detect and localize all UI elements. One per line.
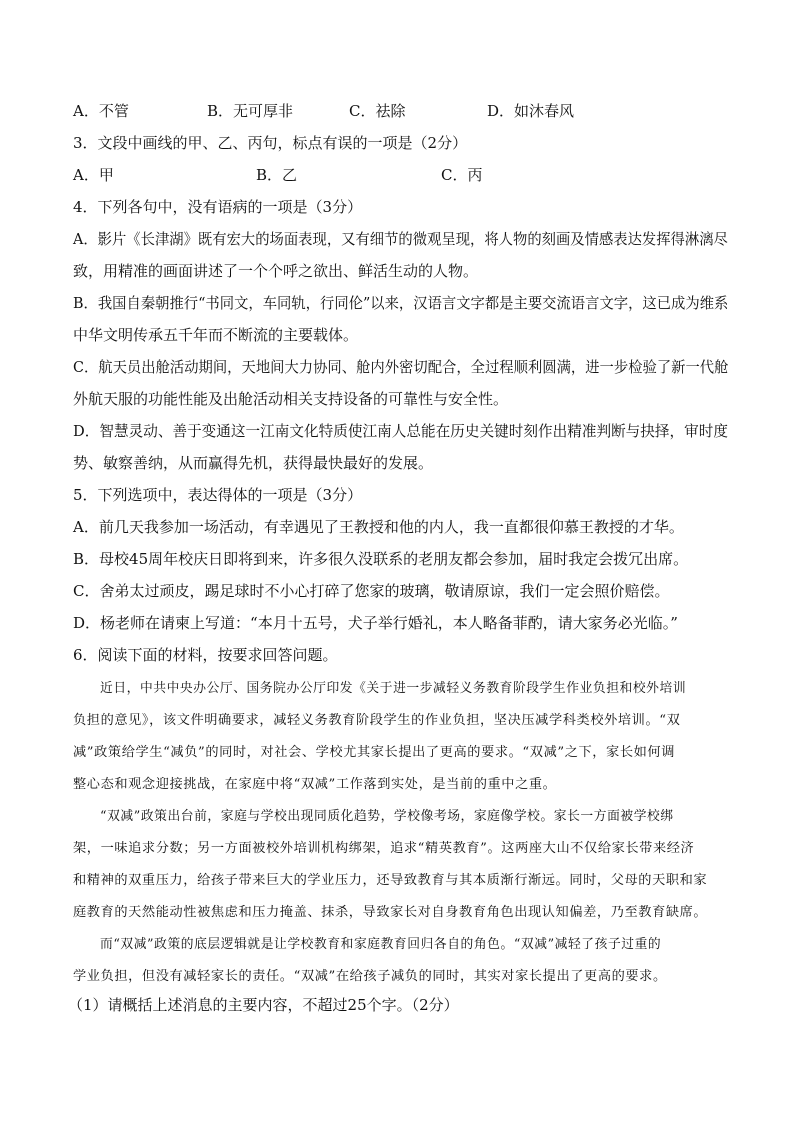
q5-option-d: D．杨老师在请柬上写道：“本月十五号，犬子举行婚礼，本人略备菲酌，请大家务必光临。” xyxy=(73,614,678,632)
q6-passage-p2-line1: “双减”政策出台前，家庭与学校出现同质化趋势，学校像考场，家庭像学校。家长一方面被学校绑 xyxy=(100,809,674,824)
q3-option-c: C．丙 xyxy=(441,166,483,184)
q3-options xyxy=(0,165,794,185)
q6-passage-p1-line4: 整心态和观念迎接挑战，在家庭中将“双减”工作落到实处，是当前的重中之重。 xyxy=(73,777,557,792)
q6-subquestion-1: （1）请概括上述消息的主要内容，不超过25个字。（2分） xyxy=(68,996,459,1014)
q5-option-a: A．前几天我参加一场活动，有幸遇见了王教授和他的内人，我一直都很仰慕王教授的才华。 xyxy=(73,518,684,536)
q3-stem: 3．文段中画线的甲、乙、丙句，标点有误的一项是（2分） xyxy=(73,134,468,152)
q6-stem: 6．阅读下面的材料，按要求回答问题。 xyxy=(73,646,338,664)
q5-stem: 5．下列选项中，表达得体的一项是（3分） xyxy=(73,486,363,504)
q2-option-b: B．无可厚非 xyxy=(207,102,294,120)
q6-passage-p2-line3: 和精神的双重压力，给孩子带来巨大的学业压力，还导致教育与其本质渐行渐远。同时，父母的天职和家 xyxy=(73,873,708,888)
q4-option-a-line1: A．影片《长津湖》既有宏大的场面表现，又有细节的微观呈现，将人物的刻画及情感表达发挥得淋漓尽 xyxy=(73,230,728,248)
q5-option-c: C．舍弟太过顽皮，踢足球时不小心打碎了您家的玻璃，敬请原谅，我们一定会照价赔偿。 xyxy=(73,582,670,600)
q2-option-d: D．如沐春风 xyxy=(487,102,575,120)
q2-option-c: C．祛除 xyxy=(349,102,406,120)
q4-option-c-line1: C．航天员出舱活动期间，天地间大力协同、舱内外密切配合，全过程顺利圆满，进一步检验了新一代舱 xyxy=(73,358,729,376)
q4-option-d-line2: 势、敏察善纳，从而赢得先机，获得最快最好的发展。 xyxy=(73,454,434,472)
q3-option-a: A．甲 xyxy=(73,166,114,184)
q2-options xyxy=(0,101,794,121)
q4-option-b-line1: B．我国自秦朝推行“书同文，车同轨，行同伦”以来，汉语言文字都是主要交流语言文字，这已成为维系 xyxy=(73,294,729,312)
q6-passage-p2-line4: 庭教育的天然能动性被焦虑和压力掩盖、抹杀，导致家长对自身教育角色出现认知偏差，乃至教育缺席。 xyxy=(73,905,708,920)
q3-option-b: B．乙 xyxy=(256,166,298,184)
q4-option-b-line2: 中华文明传承五千年而不断流的主要载体。 xyxy=(73,326,359,344)
q4-option-a-line2: 致，用精准的画面讲述了一个个呼之欲出、鲜活生动的人物。 xyxy=(73,262,479,280)
q6-passage-p2-line2: 架，一味追求分数；另一方面被校外培训机构绑架，追求“精英教育”。这两座大山不仅给家长带来经济 xyxy=(73,841,695,856)
q6-passage-p3-line2: 学业负担，但没有减轻家长的责任。“双减”在给孩子减负的同时，其实对家长提出了更高的要求。 xyxy=(73,969,667,984)
q5-option-b: B．母校45周年校庆日即将到来，许多很久没联系的老朋友都会参加，届时我定会拨冗出席。 xyxy=(73,550,689,568)
q6-passage-p3-line1: 而“双减”政策的底层逻辑就是让学校教育和家庭教育回归各自的角色。“双减”减轻了孩子过重的 xyxy=(100,937,662,952)
q6-passage-p1-line1: 近日，中共中央办公厅、国务院办公厅印发《关于进一步减轻义务教育阶段学生作业负担和校外培训 xyxy=(100,681,687,696)
q6-passage-p1-line2: 负担的意见》，该文件明确要求，减轻义务教育阶段学生的作业负担，坚决压减学科类校外培训。“双 xyxy=(73,713,681,728)
q4-option-c-line2: 外航天服的功能性能及出舱活动相关支持设备的可靠性与安全性。 xyxy=(73,390,509,408)
q2-option-a: A．不管 xyxy=(73,102,129,120)
q4-option-d-line1: D．智慧灵动、善于变通这一江南文化特质使江南人总能在历史关键时刻作出精准判断与抉择，审时度 xyxy=(73,422,729,440)
q4-stem: 4．下列各句中，没有语病的一项是（3分） xyxy=(73,198,363,216)
q6-passage-p1-line3: 减”政策给学生“减负”的同时，对社会、学校尤其家长提出了更高的要求。“双减”之下，家长如何调 xyxy=(73,745,675,760)
